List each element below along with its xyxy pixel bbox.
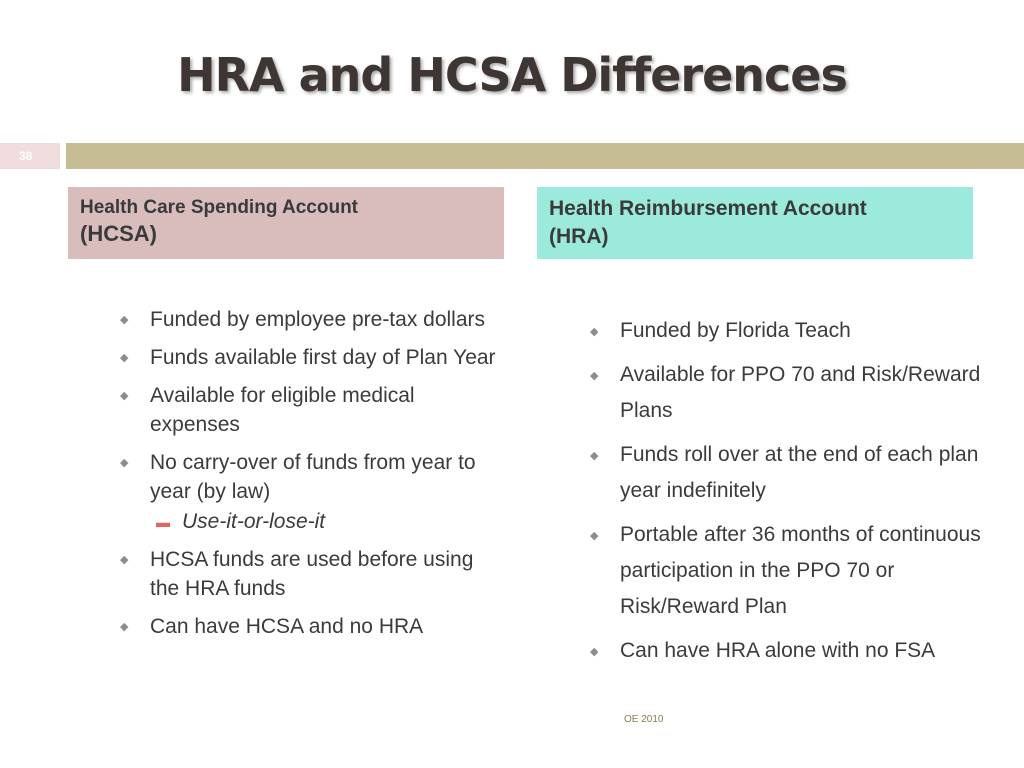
left-header-line2: (HCSA) xyxy=(80,221,157,246)
sub-list-item xyxy=(120,507,500,536)
list-item xyxy=(590,437,990,509)
list-item xyxy=(120,381,500,439)
diamond-bullet-icon: ◆ xyxy=(120,621,129,633)
list-item-text: Portable after 36 months of continuous participation in the PPO 70 or Risk/Reward Plan xyxy=(620,523,981,618)
list-item xyxy=(120,612,500,641)
list-item-text: Can have HCSA and no HRA xyxy=(150,615,424,638)
right-column-header xyxy=(537,187,973,259)
list-item xyxy=(590,633,990,669)
left-column-header xyxy=(68,187,504,259)
list-item-text: Funds available first day of Plan Year xyxy=(150,346,496,369)
list-item-text: Funds roll over at the end of each plan year indefinitely xyxy=(620,443,979,502)
diamond-bullet-icon: ◆ xyxy=(590,530,599,542)
slide-footer: OE 2010 xyxy=(624,714,664,725)
diamond-bullet-icon: ◆ xyxy=(120,390,129,402)
list-item xyxy=(590,313,990,349)
list-item xyxy=(590,517,990,625)
list-item-text: No carry-over of funds from year to year (by law) xyxy=(150,451,476,503)
diamond-bullet-icon: ◆ xyxy=(120,457,129,469)
title-rule xyxy=(66,143,1024,169)
list-item-text: Can have HRA alone with no FSA xyxy=(620,639,936,662)
left-bullet-list xyxy=(120,305,500,650)
dash-bullet-icon: ▬ xyxy=(156,514,170,530)
slide-number: 38 xyxy=(0,143,60,169)
diamond-bullet-icon: ◆ xyxy=(590,450,599,462)
right-header-line2: (HRA) xyxy=(549,225,609,248)
right-bullet-list xyxy=(590,313,990,677)
slide-title: HRA and HCSA Differences xyxy=(177,48,847,102)
list-item-text: Available for PPO 70 and Risk/Reward Plans xyxy=(620,363,981,422)
list-item xyxy=(120,343,500,372)
list-item xyxy=(120,545,500,603)
diamond-bullet-icon: ◆ xyxy=(590,370,599,382)
list-item xyxy=(120,448,500,506)
diamond-bullet-icon: ◆ xyxy=(120,352,129,364)
sub-list-item-text: Use-it-or-lose-it xyxy=(182,510,326,533)
diamond-bullet-icon: ◆ xyxy=(120,554,129,566)
list-item-text: Funded by employee pre-tax dollars xyxy=(150,308,486,331)
list-item-text: Funded by Florida Teach xyxy=(620,319,851,342)
right-header-line1: Health Reimbursement Account xyxy=(549,197,867,220)
diamond-bullet-icon: ◆ xyxy=(590,326,599,338)
diamond-bullet-icon: ◆ xyxy=(120,314,129,326)
left-header-line1: Health Care Spending Account xyxy=(80,197,358,218)
list-item xyxy=(590,357,990,429)
list-item-text: Available for eligible medical expenses xyxy=(150,384,415,436)
list-item xyxy=(120,305,500,334)
diamond-bullet-icon: ◆ xyxy=(590,646,599,658)
list-item-text: HCSA funds are used before using the HRA funds xyxy=(150,548,474,600)
